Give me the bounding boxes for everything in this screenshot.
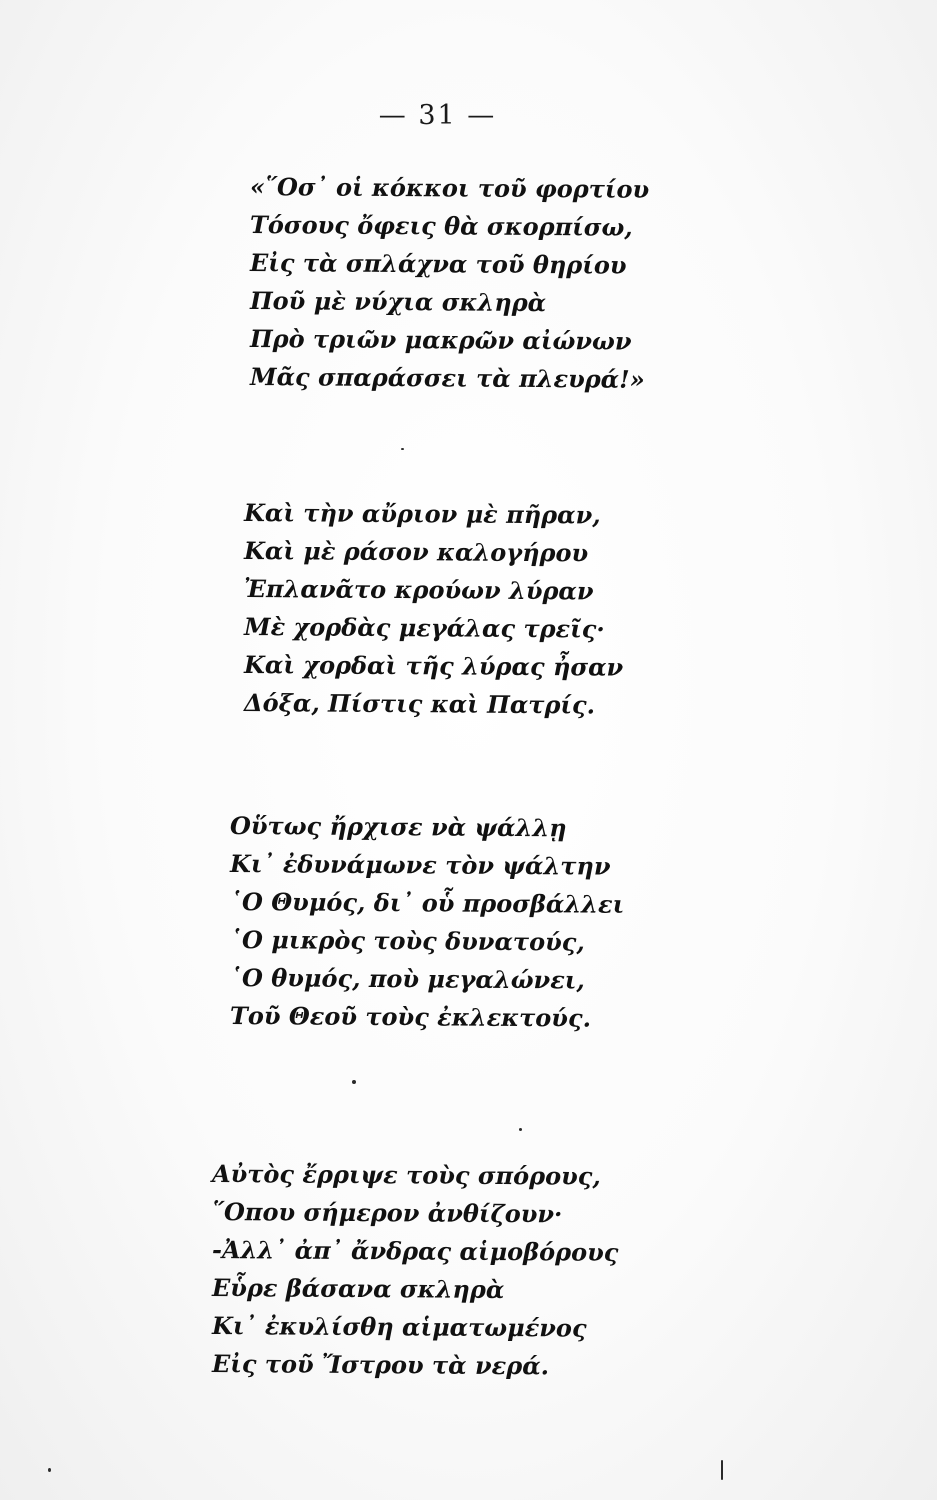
- verse-line: Μὲ χορδὰς μεγάλας τρεῖς·: [244, 612, 605, 644]
- verse-line: Εἰς τὰ σπλάχνα τοῦ θηρίου: [250, 248, 627, 280]
- verse-line: «῞Οσ᾽ οἱ κόκκοι τοῦ φορτίου: [250, 172, 650, 204]
- verse-line: ῞Οπου σήμερον ἀνθίζουν·: [212, 1197, 563, 1229]
- verse-line: Οὕτως ἤρχισε νὰ ψάλλῃ: [230, 811, 567, 843]
- ink-speck: [519, 1128, 522, 1131]
- verse-line: Τόσους ὄφεις θὰ σκορπίσω,: [250, 210, 633, 242]
- verse-line: -Ἀλλ᾽ ἀπ᾽ ἄνδρας αἱμοβόρους: [212, 1235, 619, 1267]
- stanza: [212, 1155, 618, 1383]
- page-number: — 31 —: [378, 100, 497, 131]
- verse-line: Ἐπλανᾶτο κρούων λύραν: [244, 574, 594, 606]
- verse-line: Πρὸ τριῶν μακρῶν αἰώνων: [250, 324, 632, 356]
- verse-line: Καὶ χορδαὶ τῆς λύρας ἦσαν: [244, 650, 624, 682]
- verse-line: Καὶ μὲ ράσον καλογήρου: [244, 536, 589, 568]
- ink-speck: [401, 448, 404, 450]
- verse-line: ῾Ο μικρὸς τοὺς δυνατούς,: [230, 925, 585, 957]
- stanza: [250, 168, 649, 396]
- verse-line: Κι᾽ ἐδυνάμωνε τὸν ψάλτην: [230, 849, 611, 881]
- stanza: [230, 807, 624, 1035]
- verse-line: Αὐτὸς ἔρριψε τοὺς σπόρους,: [212, 1159, 601, 1191]
- stanza: [244, 494, 623, 722]
- verse-line: ῾Ο Θυμός, δι᾽ οὗ προσβάλλει: [230, 887, 625, 919]
- verse-line: Κι᾽ ἐκυλίσθη αἱματωμένος: [212, 1311, 587, 1343]
- verse-line: ῾Ο θυμός, ποὺ μεγαλώνει,: [230, 963, 585, 995]
- verse-line: Μᾶς σπαράσσει τὰ πλευρά!»: [250, 362, 645, 394]
- ink-speck: [721, 1460, 723, 1480]
- verse-line: Εὗρε βάσανα σκληρὰ: [212, 1273, 505, 1305]
- verse-line: Καὶ τὴν αὔριον μὲ πῆραν,: [244, 498, 601, 530]
- verse-line: Ποῦ μὲ νύχια σκληρὰ: [250, 286, 547, 318]
- ink-speck: [48, 1468, 51, 1472]
- verse-line: Εἰς τοῦ Ἴστρου τὰ νερά.: [212, 1349, 550, 1381]
- verse-line: Δόξα, Πίστις καὶ Πατρίς.: [244, 688, 595, 720]
- ink-speck: [352, 1080, 356, 1084]
- verse-line: Τοῦ Θεοῦ τοὺς ἐκλεκτούς.: [230, 1001, 591, 1033]
